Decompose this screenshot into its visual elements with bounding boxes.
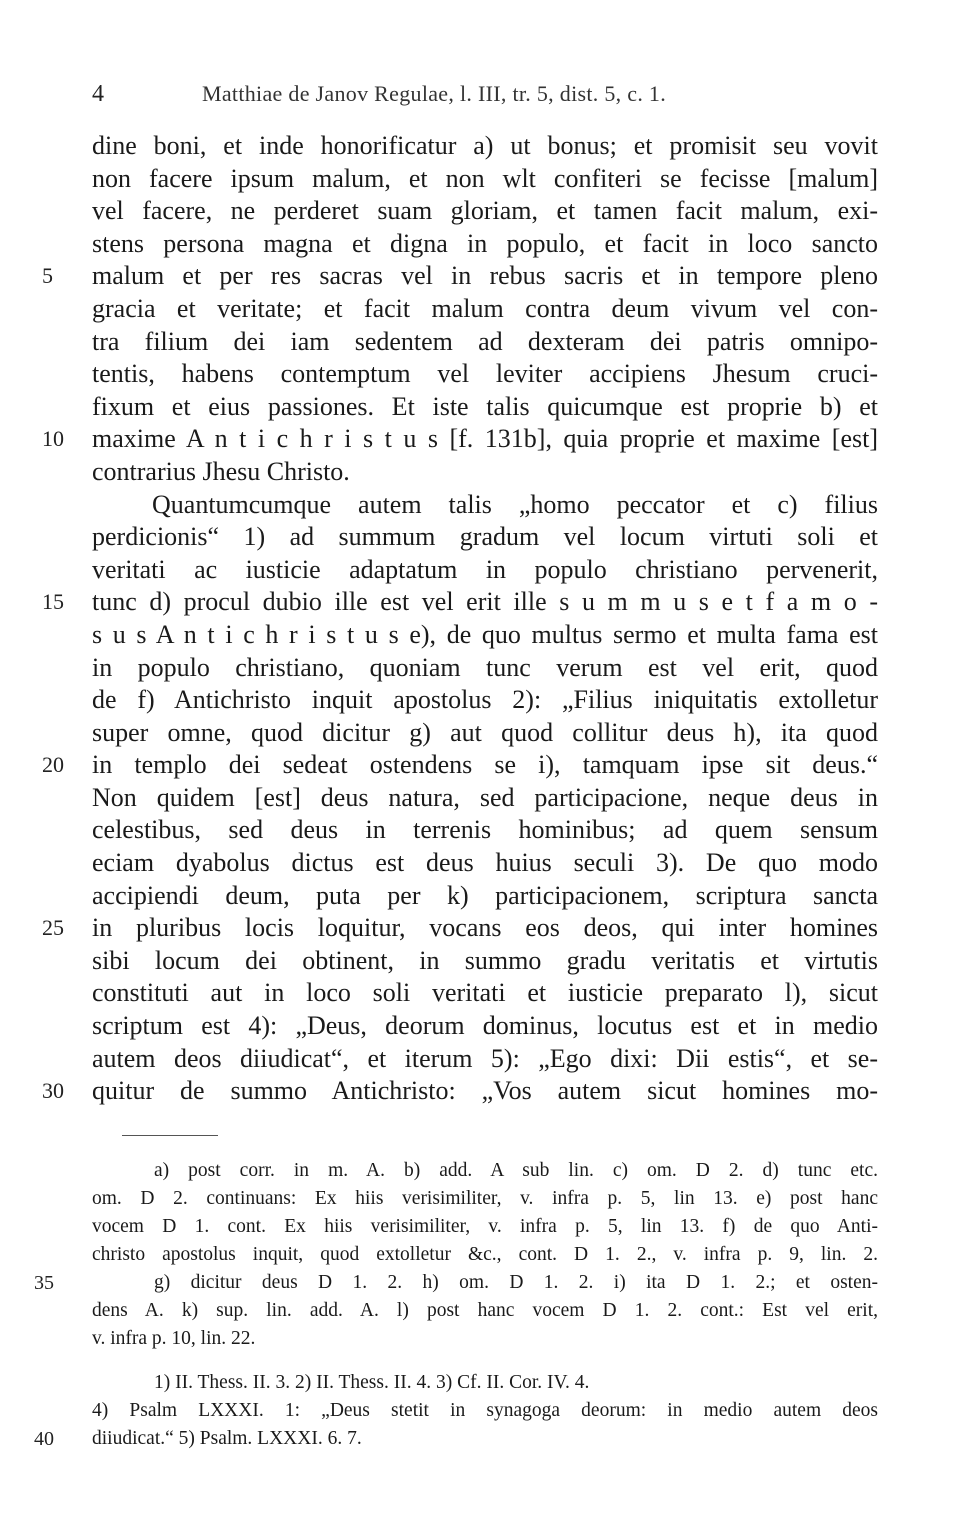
- line-text: 1) II. Thess. II. 3. 2) II. Thess. II. 4. 3) Cf. II. Cor. IV. 4.: [154, 1372, 590, 1393]
- text-line: [92, 652, 878, 685]
- line-text: scriptum est 4): „Deus, deorum dominus, locutus est et in medio: [92, 1011, 878, 1041]
- text-line: [42, 1075, 878, 1108]
- text-line: [92, 195, 878, 228]
- main-text: [42, 130, 878, 1108]
- line-text: tra filium dei iam sedentem ad dexteram dei patris omnipo-: [92, 326, 878, 356]
- line-text: autem deos diiudicat“, et iterum 5): „Ego dixi: Dii estis“, et se-: [92, 1043, 878, 1073]
- apparatus-line: [92, 1213, 878, 1241]
- line-text: Non quidem [est] deus natura, sed participacione, neque deus in: [92, 782, 878, 812]
- line-text: vel facere, ne perderet suam gloriam, et tamen facit malum, exi-: [92, 196, 878, 226]
- line-text: sibi locum dei obtinent, in summo gradu veritatis et virtutis: [92, 945, 878, 975]
- line-text: g) dicitur deus D 1. 2. h) om. D 1. 2. i) ita D 1. 2.; et osten-: [154, 1272, 878, 1293]
- apparatus-line: [92, 1241, 878, 1269]
- text-line: [92, 847, 878, 880]
- text-line: [92, 554, 878, 587]
- line-text: dens A. k) sup. lin. add. A. l) post hanc vocem D 1. 2. cont.: Est vel erit,: [92, 1300, 878, 1321]
- page-header: [92, 76, 892, 112]
- text-line: [92, 293, 878, 326]
- line-text: om. D 2. continuans: Ex hiis verisimiliter, v. infra p. 5, lin 13. e) post hanc: [92, 1188, 878, 1209]
- text-line: [92, 619, 878, 652]
- critical-apparatus: [34, 1157, 878, 1353]
- line-text: v. infra p. 10, lin. 22.: [92, 1328, 256, 1349]
- text-line: [92, 391, 878, 424]
- apparatus-line: [92, 1185, 878, 1213]
- line-number: 5: [42, 263, 53, 289]
- line-text: tunc d) procul dubio ille est vel erit ille s u m m u s e t f a m o -: [92, 587, 878, 617]
- line-text: stens persona magna et digna in populo, et facit in loco sancto: [92, 228, 878, 258]
- line-text: in templo dei sedeat ostendens se i), tamquam ipse sit deus.“: [92, 750, 878, 780]
- line-text: contrarius Jhesu Christo.: [92, 456, 350, 486]
- line-text: non facere ipsum malum, et non wlt confiteri se fecisse [malum]: [92, 163, 878, 193]
- apparatus-line: [34, 1269, 878, 1297]
- source-line: [92, 1369, 878, 1397]
- line-text: maxime A n t i c h r i s t u s [f. 131b], quia proprie et maxime [est]: [92, 424, 878, 454]
- text-line: [92, 880, 878, 913]
- text-line: [92, 228, 878, 261]
- source-notes: [34, 1369, 878, 1453]
- text-line: [92, 358, 878, 391]
- line-text: super omne, quod dicitur g) aut quod collitur deus h), ita quod: [92, 717, 878, 747]
- text-line: [92, 814, 878, 847]
- text-line: [92, 163, 878, 196]
- line-number: 25: [42, 915, 64, 941]
- text-line: [42, 260, 878, 293]
- line-text: gracia et veritate; et facit malum contra deum vivum vel con-: [92, 293, 878, 323]
- line-number: 35: [34, 1272, 54, 1294]
- running-head: Matthiae de Janov Regulae, l. III, tr. 5, dist. 5, c. 1.: [202, 81, 667, 106]
- line-text: malum et per res sacras vel in rebus sacris et in tempore pleno: [92, 261, 878, 291]
- line-text: 4) Psalm LXXXI. 1: „Deus stetit in synagoga deorum: in medio autem deos: [92, 1400, 878, 1421]
- source-line: [92, 1397, 878, 1425]
- apparatus-line: [92, 1157, 878, 1185]
- text-line: [42, 912, 878, 945]
- line-text: Quantumcumque autem talis „homo peccator et c) filius: [152, 489, 878, 519]
- text-line: [92, 130, 878, 163]
- line-text: celestibus, sed deus in terrenis hominibus; ad quem sensum: [92, 815, 878, 845]
- text-line: [42, 586, 878, 619]
- line-text: s u s A n t i c h r i s t u s e), de quo multus sermo et multa fama est: [92, 619, 878, 649]
- text-line: [92, 521, 878, 554]
- line-number: 15: [42, 589, 64, 615]
- text-line: [92, 1010, 878, 1043]
- line-text: accipiendi deum, puta per k) participacionem, scriptura sancta: [92, 880, 878, 910]
- footnote-separator: [122, 1135, 218, 1136]
- line-number: 40: [34, 1428, 54, 1450]
- line-text: eciam dyabolus dictus est deus huius seculi 3). De quo modo: [92, 848, 878, 878]
- line-text: fixum et eius passiones. Et iste talis quicumque est proprie b) et: [92, 391, 878, 421]
- text-line: [92, 456, 878, 489]
- line-text: in pluribus locis loquitur, vocans eos deos, qui inter homines: [92, 913, 878, 943]
- line-text: dine boni, et inde honorificatur a) ut bonus; et promisit seu vovit: [92, 131, 878, 160]
- footnotes: [34, 1157, 878, 1453]
- page-number: 4: [92, 81, 104, 107]
- text-line: [92, 717, 878, 750]
- text-line: [42, 749, 878, 782]
- line-text: perdicionis“ 1) ad summum gradum vel locum virtuti soli et: [92, 522, 878, 552]
- apparatus-line: [92, 1297, 878, 1325]
- line-text: christo apostolus inquit, quod extolletur &c., cont. D 1. 2., v. infra p. 9, lin. 2.: [92, 1244, 878, 1265]
- text-line: [42, 423, 878, 456]
- line-number: 20: [42, 752, 64, 778]
- line-text: vocem D 1. cont. Ex hiis verisimiliter, v. infra p. 5, lin 13. f) de quo Anti-: [92, 1216, 878, 1237]
- text-line: [92, 489, 878, 522]
- text-line: [92, 945, 878, 978]
- line-text: diiudicat.“ 5) Psalm. LXXXI. 6. 7.: [92, 1428, 362, 1449]
- line-text: in populo christiano, quoniam tunc verum est vel erit, quod: [92, 652, 878, 682]
- text-line: [92, 977, 878, 1010]
- text-line: [92, 326, 878, 359]
- line-text: de f) Antichristo inquit apostolus 2): „Filius iniquitatis extolletur: [92, 685, 878, 715]
- text-line: [92, 684, 878, 717]
- text-line: [92, 1043, 878, 1076]
- line-text: veritati ac iusticie adaptatum in populo christiano pervenerit,: [92, 554, 878, 584]
- apparatus-line: [92, 1325, 878, 1353]
- line-text: tentis, habens contemptum vel leviter accipiens Jhesum cruci-: [92, 359, 878, 389]
- line-number: 10: [42, 426, 64, 452]
- line-text: a) post corr. in m. A. b) add. A sub lin. c) om. D 2. d) tunc etc.: [154, 1160, 878, 1181]
- line-text: constituti aut in loco soli veritati et iusticie preparato l), sicut: [92, 978, 878, 1008]
- source-line: [34, 1425, 878, 1453]
- line-number: 30: [42, 1078, 64, 1104]
- line-text: quitur de summo Antichristo: „Vos autem sicut homines mo-: [92, 1076, 878, 1106]
- text-line: [92, 782, 878, 815]
